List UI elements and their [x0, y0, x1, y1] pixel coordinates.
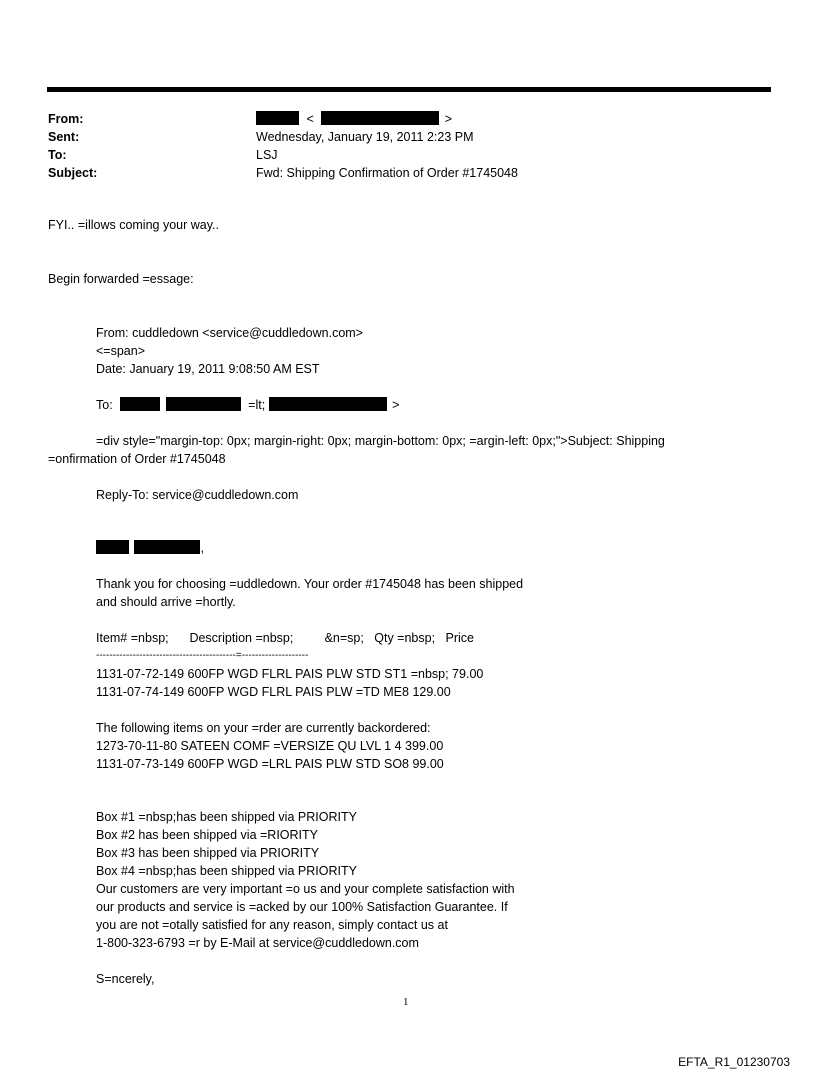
page-number: 1 [403, 996, 409, 1008]
box-line: Box #2 has been shipped via =RIORITY [96, 828, 319, 842]
redaction [96, 540, 129, 554]
subject-value: Fwd: Shipping Confirmation of Order #1745048 [256, 166, 518, 180]
thank-you-line-2: and should arrive =hortly. [96, 595, 236, 609]
closing-line: our products and service is =acked by our 100% Satisfaction Guarantee. If [96, 900, 508, 914]
div-artifact-line-1: =div style="margin-top: 0px; margin-right: 0px; margin-bottom: 0px; =argin-left: 0px;">Subject: Shipping [96, 434, 665, 448]
closing-line: 1-800-323-6793 =r by E-Mail at service@cuddledown.com [96, 936, 419, 950]
forwarded-to [96, 396, 399, 414]
span-artifact: <=span> [96, 344, 146, 358]
redaction [134, 540, 200, 554]
div-artifact-line-2: =onfirmation of Order #1745048 [48, 452, 226, 466]
column-separator: ------------------------------------------=-------------------- [96, 650, 309, 661]
bates-number: EFTA_R1_01230703 [678, 1055, 790, 1069]
redaction [120, 397, 160, 411]
redaction [166, 397, 241, 411]
forwarded-date: Date: January 19, 2011 9:08:50 AM EST [96, 362, 320, 376]
order-item: 1131-07-72-149 600FP WGD FLRL PAIS PLW STD ST1 =nbsp; 79.00 [96, 667, 484, 681]
to-label-fwd: To: [96, 398, 113, 412]
order-item: 1131-07-74-149 600FP WGD FLRL PAIS PLW =TD ME8 129.00 [96, 685, 451, 699]
redaction [321, 111, 439, 125]
box-line: Box #1 =nbsp;has been shipped via PRIORITY [96, 810, 357, 824]
box-line: Box #4 =nbsp;has been shipped via PRIORITY [96, 864, 357, 878]
from-lt: < [306, 112, 314, 126]
thank-you-line-1: Thank you for choosing =uddledown. Your order #1745048 has been shipped [96, 577, 524, 591]
to-value: LSJ [256, 148, 278, 162]
closing-line: you are not =otally satisfied for any reason, simply contact us at [96, 918, 448, 932]
sent-label: Sent: [48, 130, 80, 144]
to-label: To: [48, 148, 67, 162]
from-value [256, 110, 452, 128]
to-gt: > [392, 398, 400, 412]
greeting [96, 539, 204, 557]
subject-label: Subject: [48, 166, 98, 180]
begin-forwarded-line: Begin forwarded =essage: [48, 272, 194, 286]
from-label: From: [48, 112, 84, 126]
backorder-intro: The following items on your =rder are currently backordered: [96, 721, 431, 735]
box-line: Box #3 has been shipped via PRIORITY [96, 846, 320, 860]
closing-line: Our customers are very important =o us and your complete satisfaction with [96, 882, 515, 896]
sincerely: S=ncerely, [96, 972, 155, 986]
backorder-item: 1273-70-11-80 SATEEN COMF =VERSIZE QU LVL 1 4 399.00 [96, 739, 444, 753]
to-lt: =lt; [248, 398, 266, 412]
redaction [256, 111, 299, 125]
column-header: Item# =nbsp; Description =nbsp; &n=sp; Qty =nbsp; Price [96, 631, 474, 645]
header-rule [47, 87, 771, 92]
redaction [269, 397, 387, 411]
sent-value: Wednesday, January 19, 2011 2:23 PM [256, 130, 474, 144]
greeting-comma: , [200, 541, 204, 555]
fyi-line: FYI.. =illows coming your way.. [48, 218, 220, 232]
reply-to: Reply-To: service@cuddledown.com [96, 488, 299, 502]
backorder-item: 1131-07-73-149 600FP WGD =LRL PAIS PLW STD SO8 99.00 [96, 757, 444, 771]
forwarded-from: From: cuddledown <service@cuddledown.com> [96, 326, 363, 340]
from-gt: > [444, 112, 453, 126]
